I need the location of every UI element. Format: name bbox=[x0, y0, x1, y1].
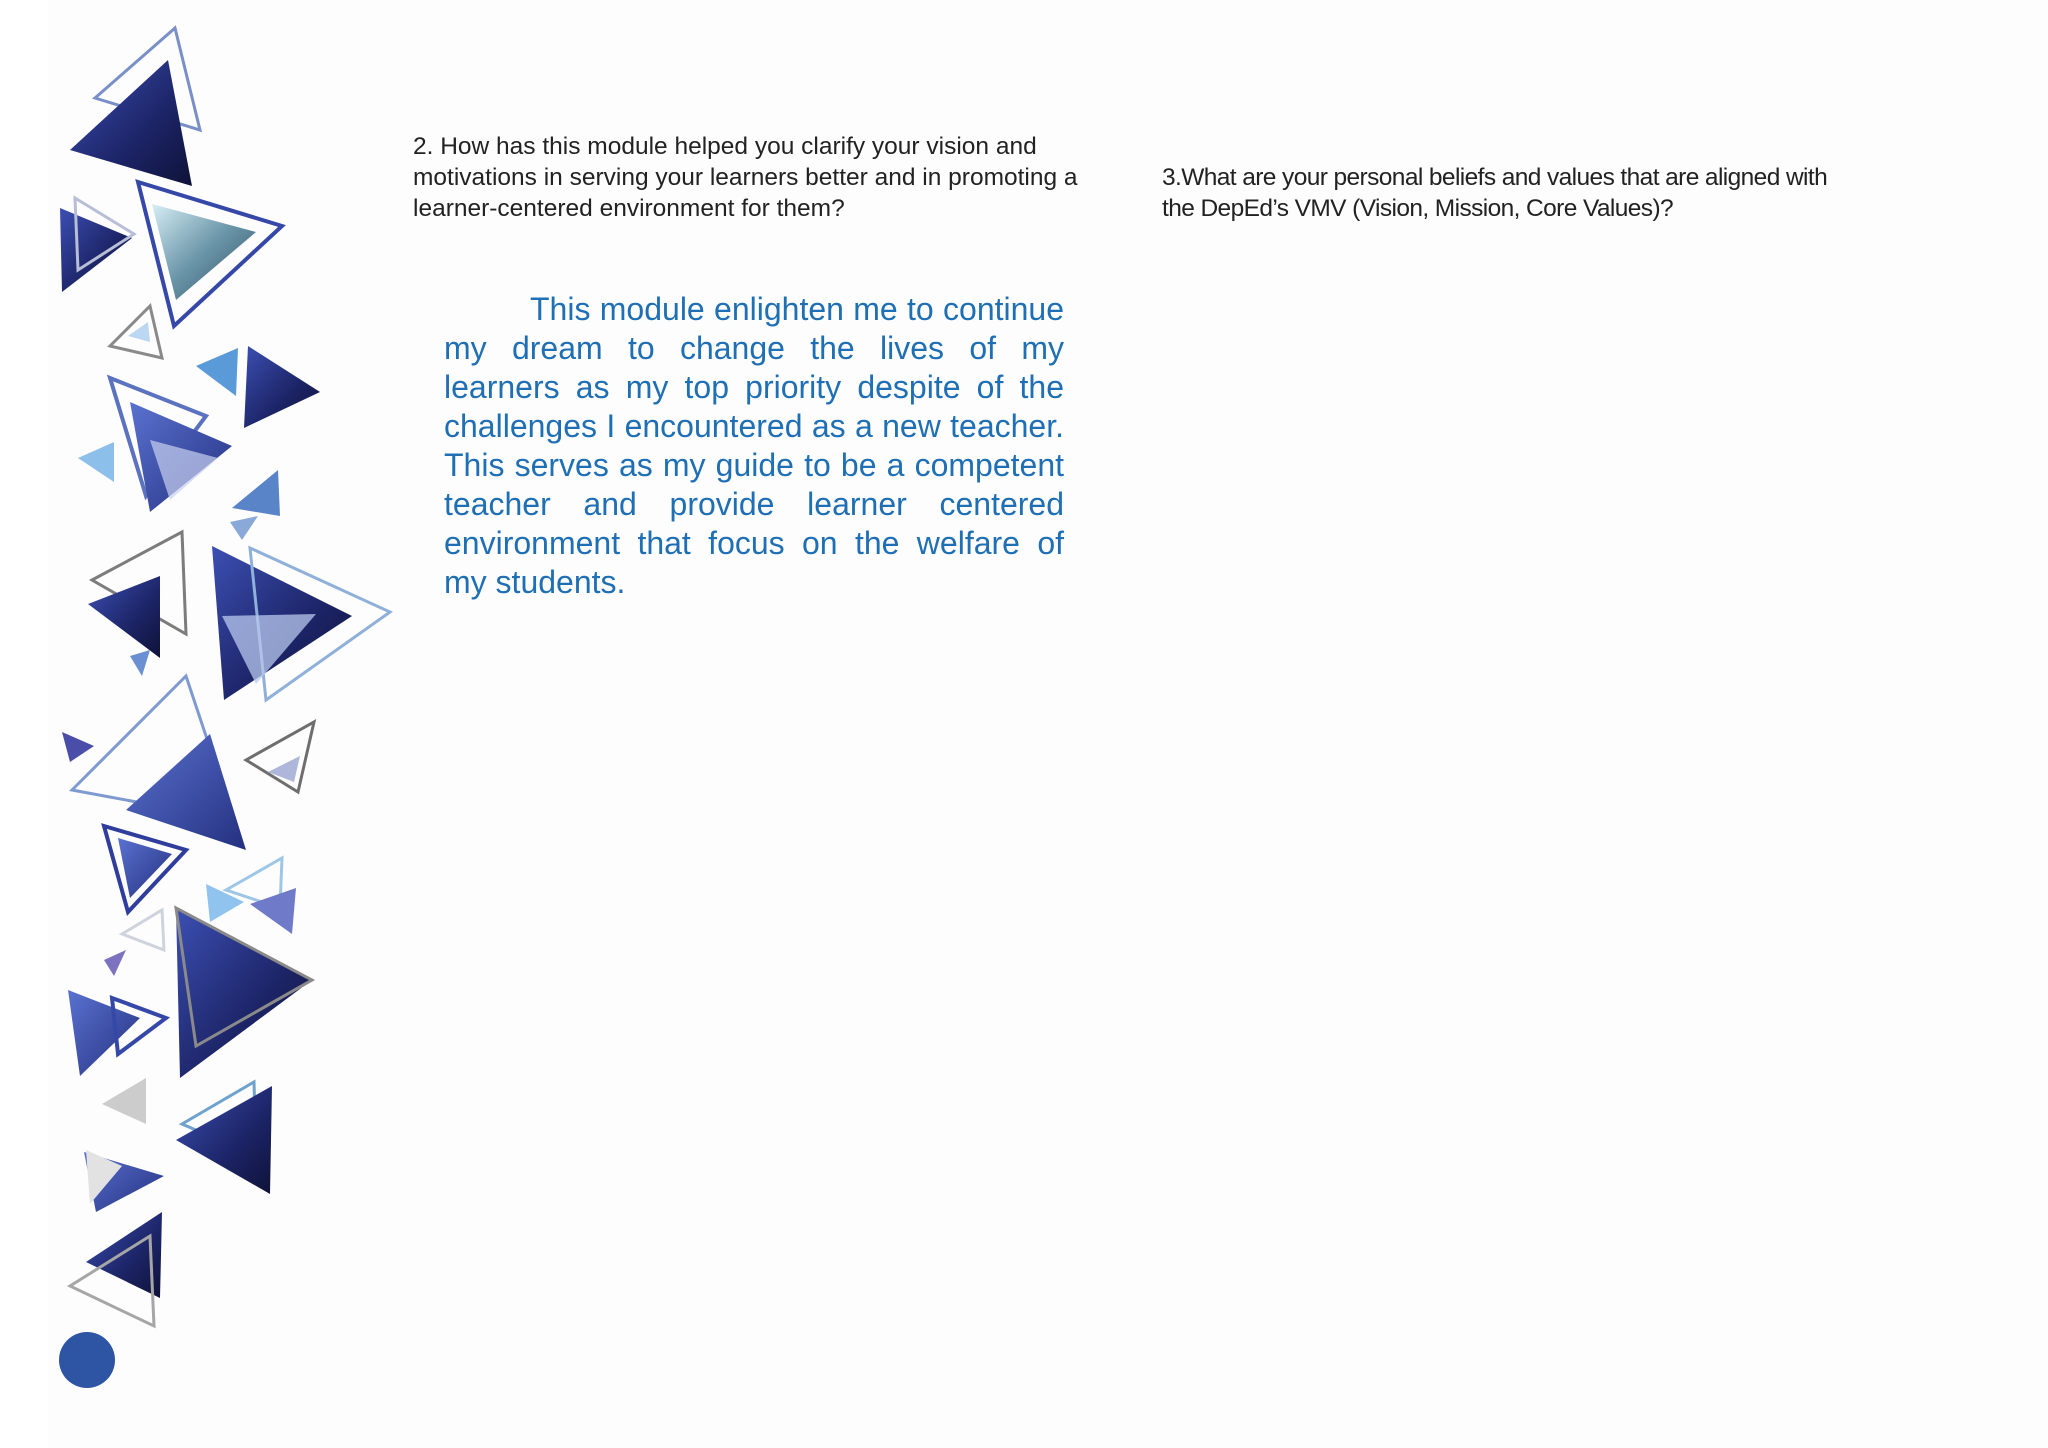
question-3: 3.What are your personal beliefs and values that are aligned with the DepEd’s VMV (Vision, Mission, Core Values)? bbox=[1162, 164, 1828, 222]
triangle-decoration bbox=[0, 0, 420, 1448]
question-2: 2. How has this module helped you clarify your vision and motivations in serving your learners better and in promoting a learner-centered environment for them? bbox=[413, 133, 1078, 222]
page-marker-dot bbox=[59, 1332, 115, 1388]
answer-2-text: This module enlighten me to continue my dream to change the lives of my learners as my top priority despite of the challenges I encountered as a new teacher. This serves as my guide to be a competent teacher and provide learner centered environment that focus on the welfare of my students. bbox=[444, 291, 1064, 600]
